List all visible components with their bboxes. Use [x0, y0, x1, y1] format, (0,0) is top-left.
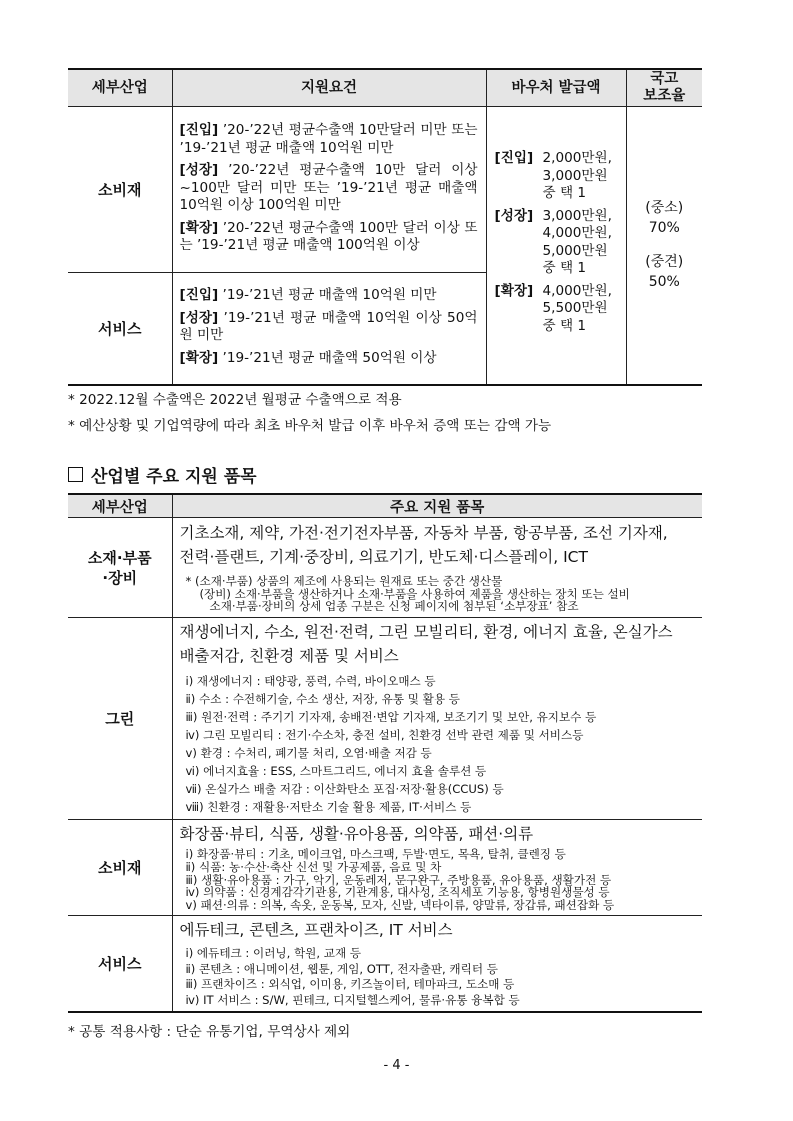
header-industry: 세부산업: [68, 494, 172, 518]
sub-item: ⅲ) 생활·유아용품 : 가구, 악기, 운동레저, 문구완구, 주방용품, 유아용품, 생활가전 등: [185, 872, 612, 887]
sub-item: ⅱ) 수소 : 수전해기술, 수소 생산, 저장, 유통 및 활용 등: [185, 692, 460, 706]
requirement-tag: [진입]: [179, 287, 219, 304]
sub-item: ⅵ) 에너지효율 : ESS, 스마트그리드, 에너지 효율 솔루션 등: [185, 764, 487, 778]
subsidy-rates: [626, 107, 702, 385]
note-export-calc: * 2022.12월 수출액은 2022년 월평균 수출액으로 적용: [68, 392, 402, 408]
header-subsidy-line1: 국고: [650, 71, 679, 87]
main-items-line: 에듀테크, 콘텐츠, 프랜차이즈, IT 서비스: [179, 921, 453, 939]
voucher-value: 4,000만원,: [542, 282, 613, 299]
voucher-value: 5,500만원: [542, 300, 608, 317]
items-consumer: [172, 820, 702, 916]
main-items-line: 화장품·뷰티, 식품, 생활·유아용품, 의약품, 패션·의류: [179, 825, 534, 843]
category-line: 소재·부품: [87, 548, 152, 567]
voucher-value: 중 택 1: [542, 185, 587, 202]
header-subsidy: [626, 69, 702, 107]
category-line: ·장비: [102, 568, 138, 587]
category-green: 그린: [68, 618, 172, 820]
requirements-consumer: [172, 107, 486, 273]
subsidy-sme-rate: 70%: [648, 220, 680, 237]
requirement-text: ’20-’22년 평균수출액 10만달러 미만 또는 ’19-’21년 평균 매출액 10억원 미만: [179, 122, 478, 156]
sub-item: ⅱ) 콘텐츠 : 애니메이션, 웹툰, 게임, OTT, 전자출판, 캐릭터 등: [185, 961, 498, 976]
note-voucher-change: * 예산상황 및 기업역량에 따라 최초 바우처 발급 이후 바우처 증액 또는 감액 가능: [68, 418, 552, 434]
sub-item: ⅶ) 온실가스 배출 저감 : 이산화탄소 포집·저장·활용(CCUS) 등: [185, 782, 504, 796]
main-items-line: 전력·플랜트, 기계·중장비, 의료기기, 반도체·디스플레이, ICT: [179, 547, 588, 566]
category-materials: [68, 518, 172, 618]
requirement-growth: [180, 310, 478, 345]
voucher-tag: [진입]: [494, 150, 534, 167]
requirement-tag: [성장]: [179, 309, 219, 326]
requirement-text: ’20-’22년 평균수출액 10만 달러 이상~100만 달러 미만 또는 ’19-’21년 평균 매출액 10억원 이상 100억원 미만: [179, 162, 478, 214]
voucher-value: 3,000만원: [542, 167, 608, 184]
sub-item: ⅷ) 친환경 : 재활용·저탄소 기술 활용 제품, IT·서비스 등: [185, 800, 472, 814]
requirement-entry: [180, 287, 478, 305]
header-requirements: 지원요건: [172, 69, 486, 107]
header-industry: 세부산업: [68, 69, 172, 107]
subsidy-sme-label: (중소): [645, 200, 684, 217]
voucher-value: 중 택 1: [542, 260, 587, 277]
main-items-line: 재생에너지, 수소, 원전·전력, 그린 모빌리티, 환경, 에너지 효율, 온실가스: [179, 623, 673, 641]
category-consumer: 소비재: [68, 107, 172, 273]
note-line: * (소재·부품) 상품의 제조에 사용되는 원재료 또는 중간 생산물: [185, 573, 503, 588]
sub-item: ⅳ) 그린 모빌리티 : 전기·수소차, 충전 설비, 친환경 선박 관련 제품 및 서비스등: [185, 728, 584, 742]
requirement-expansion: [180, 220, 478, 255]
items-service: [172, 916, 702, 1013]
subsidy-mid-label: (중견): [645, 254, 684, 271]
header-subsidy-line2: 보조율: [643, 88, 686, 104]
section-heading: [68, 462, 257, 487]
requirement-text: ’19-’21년 평균 매출액 50억원 이상: [218, 349, 437, 366]
voucher-tag: [확장]: [494, 282, 534, 299]
requirements-service: [172, 273, 486, 385]
voucher-amounts: [486, 107, 626, 385]
sub-item: ⅰ) 에듀테크 : 이러닝, 학원, 교재 등: [185, 946, 362, 960]
main-items-line: 배출저감, 친환경 제품 및 서비스: [179, 647, 399, 665]
sub-item: ⅰ) 재생에너지 : 태양광, 풍력, 수력, 바이오매스 등: [185, 674, 436, 688]
sub-item: ⅲ) 원전·전력 : 주기기 기자재, 송배전·변압 기자재, 보조기기 및 보안, 유지보수 등: [185, 710, 597, 724]
voucher-expansion: [495, 283, 622, 336]
support-items-table: [68, 493, 702, 1013]
requirement-tag: [성장]: [179, 162, 219, 179]
requirement-tag: [진입]: [179, 122, 219, 139]
requirement-entry: [180, 122, 478, 157]
sub-item: ⅱ) 식품: 농·수산·축산 신선 및 가공제품, 음료 및 차: [185, 859, 442, 874]
sub-item: ⅲ) 프랜차이즈 : 외식업, 이미용, 키즈놀이터, 테마파크, 도소매 등: [185, 977, 515, 991]
requirement-tag: [확장]: [179, 349, 219, 366]
category-consumer: 소비재: [68, 820, 172, 916]
voucher-value: 중 택 1: [542, 317, 587, 334]
requirement-text: ’19-’21년 평균 매출액 10억원 미만: [218, 287, 437, 304]
voucher-value: 3,000만원,: [542, 207, 613, 224]
voucher-growth: [495, 208, 622, 278]
requirement-tag: [확장]: [179, 219, 219, 236]
sub-item: ⅴ) 패션·의류 : 의복, 속옷, 운동복, 모자, 신발, 넥타이류, 양말류, 장갑류, 패션잡화 등: [185, 898, 615, 913]
subsidy-mid-rate: 50%: [648, 274, 680, 291]
voucher-value: 2,000만원,: [542, 150, 613, 167]
category-service: 서비스: [68, 916, 172, 1013]
items-materials: [172, 518, 702, 618]
voucher-tag: [성장]: [494, 207, 534, 224]
checkbox-square-icon: [68, 467, 83, 482]
items-green: [172, 618, 702, 820]
header-voucher: 바우처 발급액: [486, 69, 626, 107]
footnote-common: * 공통 적용사항 : 단순 유통기업, 무역상사 제외: [68, 1024, 351, 1040]
page-number: - 4 -: [383, 1058, 410, 1073]
sub-item: ⅰ) 화장품·뷰티 : 기초, 메이크업, 마스크팩, 두발·면도, 목욕, 탈취, 클렌징 등: [185, 847, 566, 861]
voucher-value: 5,000만원: [542, 242, 608, 259]
main-items-line: 기초소재, 제약, 가전·전기전자부품, 자동차 부품, 항공부품, 조선 기자재,: [179, 523, 668, 542]
sub-item: ⅴ) 환경 : 수처리, 폐기물 처리, 오염·배출 저감 등: [185, 746, 432, 760]
note-line: 소재·부품·장비의 상세 업종 구분은 신청 페이지에 첨부된 ‘소부장표’ 참조: [209, 599, 579, 614]
sub-item: ⅳ) 의약품 : 신경계감각기관용, 기관계용, 대사성, 조직세포 기능용, 항병원생물성 등: [185, 885, 610, 900]
voucher-requirements-table: [68, 68, 702, 386]
requirement-text: ’19-’21년 평균 매출액 10억원 이상 50억원 미만: [179, 309, 478, 344]
requirement-expansion: [180, 350, 478, 368]
header-items: 주요 지원 품목: [172, 494, 702, 518]
requirement-growth: [180, 162, 478, 215]
requirement-text: ’20-’22년 평균수출액 100만 달러 이상 또는 ’19-’21년 평균 매출액 100억원 이상: [179, 219, 478, 254]
category-service: 서비스: [68, 273, 172, 385]
sub-item: ⅳ) IT 서비스 : S/W, 핀테크, 디지털헬스케어, 물류·유통 융복합 등: [185, 992, 520, 1007]
voucher-entry: [495, 150, 622, 203]
section-title: 산업별 주요 지원 품목: [91, 467, 257, 487]
note-line: (장비) 소재·부품을 생산하거나 소재·부품을 사용하여 제품을 생산하는 장치 또는 설비: [199, 586, 630, 601]
voucher-value: 4,000만원,: [542, 225, 613, 242]
